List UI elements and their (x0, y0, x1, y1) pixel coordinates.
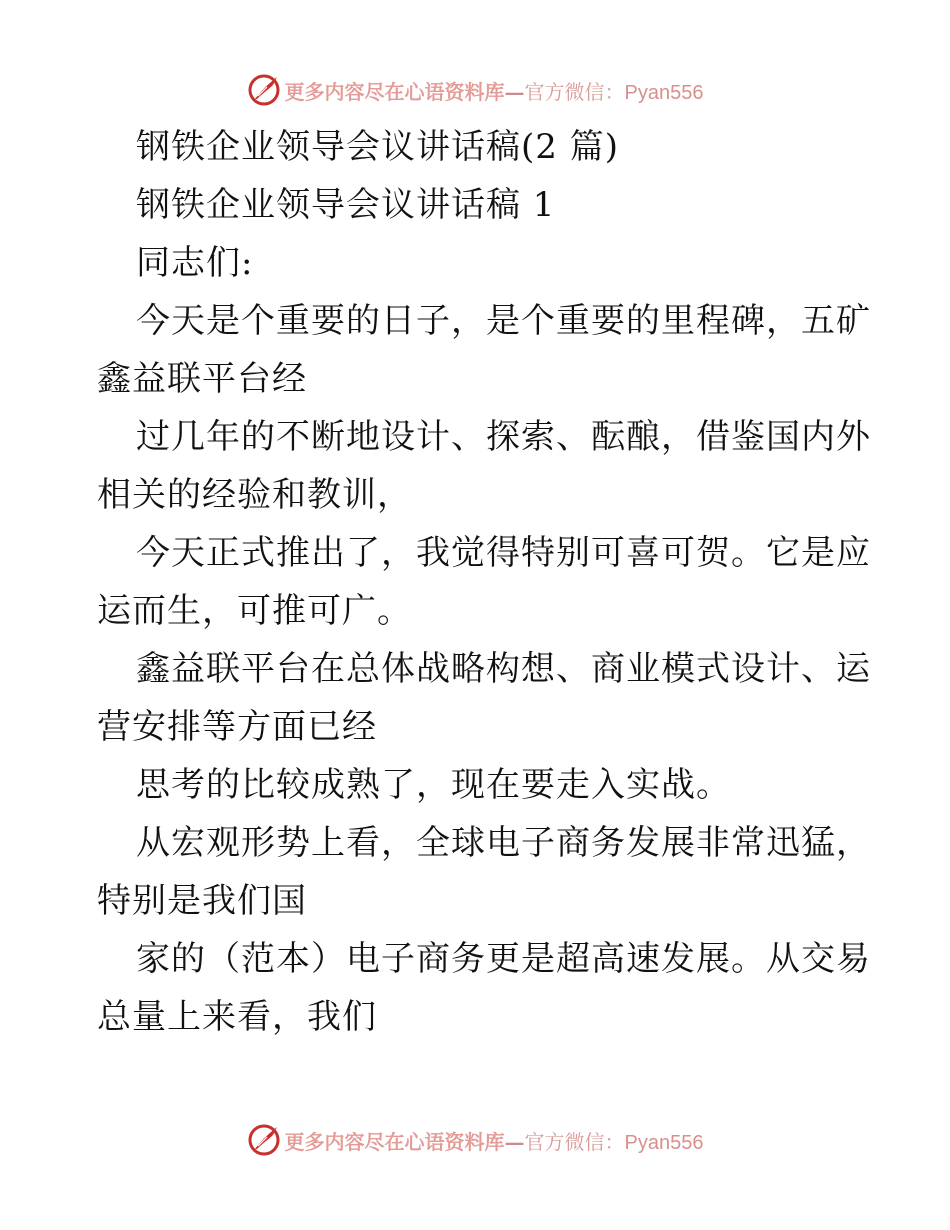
banner-wechat-label: 官方微信： (524, 1129, 625, 1154)
paragraph-line: 过几年的不断地设计、探索、酝酿，借鉴国内外 (136, 417, 871, 457)
paragraph (97, 814, 871, 930)
document-body (97, 118, 871, 1046)
footer-banner (0, 1118, 950, 1162)
paragraph (97, 524, 871, 640)
paragraph-line: 从宏观形势上看，全球电子商务发展非常迅猛， (136, 823, 871, 863)
banner-wechat-id: Pyan556 (624, 81, 704, 104)
quill-seal-icon (247, 73, 281, 107)
paragraph-line: 鑫益联平台在总体战略构想、商业模式设计、运 (136, 649, 871, 689)
paragraph (97, 408, 871, 524)
paragraph-line: 鑫益联平台经 (97, 359, 307, 399)
banner-wechat-label: 官方微信： (524, 79, 625, 104)
paragraph-line: 相关的经验和教训， (97, 475, 412, 515)
paragraph (97, 756, 857, 814)
paragraph-line: 总量上来看，我们 (97, 997, 377, 1037)
paragraph-line: 运而生，可推可广。 (97, 591, 412, 631)
paragraph-line: 营安排等方面已经 (97, 707, 377, 747)
banner-text (285, 1126, 704, 1155)
banner-wechat-id: Pyan556 (624, 1131, 704, 1154)
document-subtitle: 钢铁企业领导会议讲话稿 1 (136, 185, 556, 225)
paragraph-line: 特别是我们国 (97, 881, 307, 921)
quill-seal-icon (247, 1123, 281, 1157)
paragraph-line: 今天正式推出了，我觉得特别可喜可贺。它是应 (136, 533, 871, 573)
banner-main: 更多内容尽在心语资料库 (284, 79, 505, 104)
salutation: 同志们: (136, 243, 254, 283)
header-banner (0, 68, 950, 112)
banner-main: 更多内容尽在心语资料库 (284, 1129, 505, 1154)
banner-dash: — (504, 79, 525, 104)
banner-dash: — (504, 1129, 525, 1154)
banner-text (285, 76, 704, 105)
paragraph-line: 思考的比较成熟了，现在要走入实战。 (136, 765, 731, 805)
document-title: 钢铁企业领导会议讲话稿(2 篇) (136, 127, 619, 167)
paragraph (97, 930, 871, 1046)
paragraph-line: 家的（范本）电子商务更是超高速发展。从交易 (136, 939, 871, 979)
paragraph (97, 292, 871, 408)
paragraph-line: 今天是个重要的日子，是个重要的里程碑，五矿 (136, 301, 871, 341)
paragraph (97, 640, 871, 756)
